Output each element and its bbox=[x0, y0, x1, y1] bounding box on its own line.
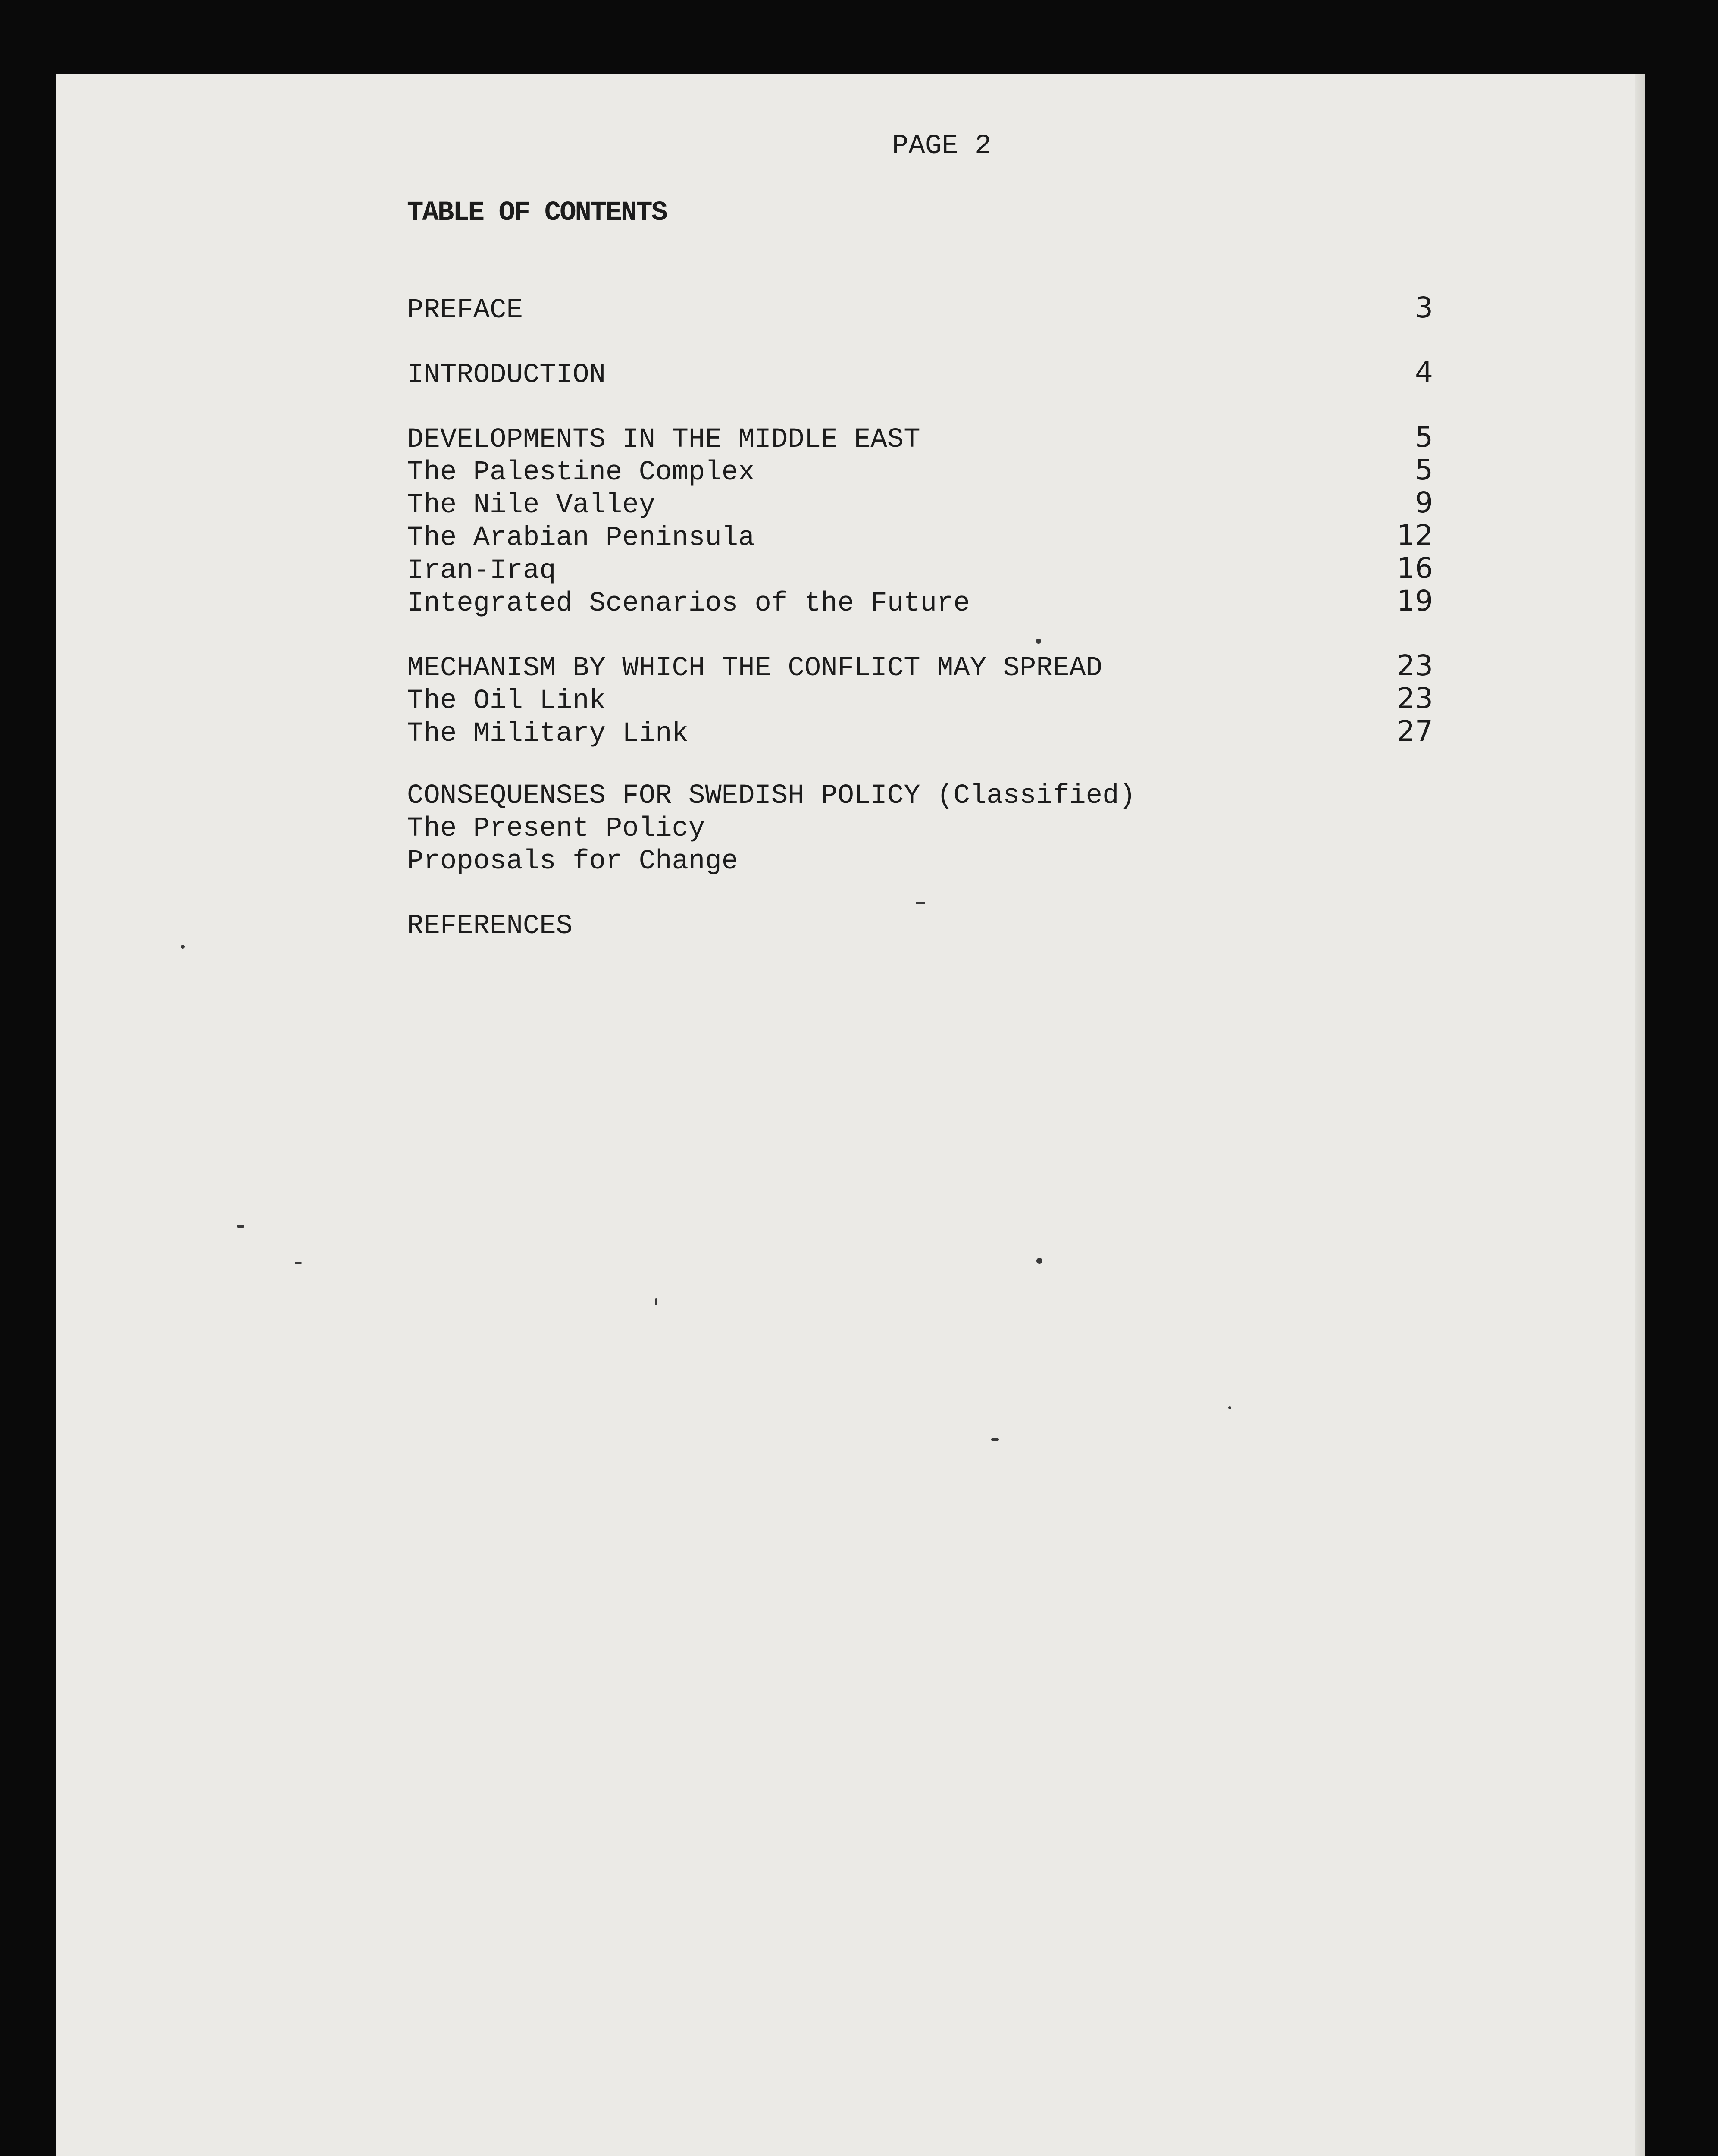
toc-entry-title: INTRODUCTION bbox=[407, 360, 606, 391]
paper-speck bbox=[181, 945, 185, 949]
toc-entry-title: MECHANISM BY WHICH THE CONFLICT MAY SPREAD bbox=[407, 653, 1103, 684]
toc-entry bbox=[407, 454, 1433, 486]
toc-entry bbox=[407, 291, 1433, 324]
toc-entry-page: 23 bbox=[1397, 649, 1433, 682]
toc-section-references bbox=[407, 910, 1433, 943]
toc-entry-page: 4 bbox=[1415, 356, 1433, 389]
toc-entry bbox=[407, 486, 1433, 519]
paper-speck bbox=[237, 1225, 244, 1228]
paper-speck bbox=[295, 1262, 302, 1264]
table-of-contents bbox=[407, 291, 1433, 975]
toc-entry-title: The Military Link bbox=[407, 718, 688, 749]
toc-section-developments bbox=[407, 421, 1433, 617]
toc-entry-title: Integrated Scenarios of the Future bbox=[407, 588, 970, 619]
toc-entry bbox=[407, 552, 1433, 585]
toc-entry bbox=[407, 519, 1433, 552]
paper-speck bbox=[1036, 1258, 1042, 1264]
toc-entry bbox=[407, 421, 1433, 454]
toc-entry-title: PREFACE bbox=[407, 295, 523, 326]
toc-entry bbox=[407, 812, 1433, 845]
paper-speck bbox=[916, 902, 925, 904]
toc-entry bbox=[407, 585, 1433, 617]
toc-entry-page: 5 bbox=[1415, 453, 1433, 486]
paper-speck bbox=[1036, 639, 1041, 644]
toc-entry-page: 9 bbox=[1415, 486, 1433, 519]
paper-speck bbox=[991, 1438, 999, 1441]
page-title: TABLE OF CONTENTS bbox=[407, 197, 667, 229]
toc-entry-title: DEVELOPMENTS IN THE MIDDLE EAST bbox=[407, 424, 920, 455]
toc-section-consequenses bbox=[407, 780, 1433, 878]
paper-speck bbox=[655, 1298, 657, 1305]
toc-entry bbox=[407, 356, 1433, 389]
toc-entry-page: 5 bbox=[1415, 420, 1433, 454]
toc-entry-page: 3 bbox=[1415, 291, 1433, 324]
paper-speck bbox=[1228, 1406, 1231, 1409]
toc-entry-title: The Palestine Complex bbox=[407, 457, 755, 488]
toc-entry bbox=[407, 910, 1433, 943]
toc-entry-title: The Arabian Peninsula bbox=[407, 523, 755, 554]
toc-entry-page: 12 bbox=[1397, 519, 1433, 552]
toc-entry bbox=[407, 715, 1433, 748]
toc-entry-title: The Present Policy bbox=[407, 813, 705, 844]
toc-entry-title: CONSEQUENSES FOR SWEDISH POLICY (Classified) bbox=[407, 780, 1136, 812]
toc-entry-title: The Oil Link bbox=[407, 686, 606, 717]
toc-section-introduction bbox=[407, 356, 1433, 389]
toc-entry-title: REFERENCES bbox=[407, 911, 573, 942]
toc-entry-page: 27 bbox=[1397, 714, 1433, 748]
toc-entry-page: 16 bbox=[1397, 552, 1433, 585]
toc-entry-page: 19 bbox=[1397, 584, 1433, 617]
toc-entry-title: Proposals for Change bbox=[407, 846, 739, 877]
toc-entry bbox=[407, 780, 1433, 812]
toc-entry-title: Iran-Iraq bbox=[407, 555, 556, 586]
toc-entry-page: 23 bbox=[1397, 682, 1433, 715]
toc-entry bbox=[407, 845, 1433, 878]
toc-section-preface bbox=[407, 291, 1433, 324]
document-sheet bbox=[56, 74, 1645, 2156]
page-number: PAGE 2 bbox=[892, 131, 992, 162]
toc-entry bbox=[407, 649, 1433, 682]
toc-entry bbox=[407, 682, 1433, 715]
toc-section-mechanism bbox=[407, 649, 1433, 748]
toc-entry-title: The Nile Valley bbox=[407, 490, 656, 521]
